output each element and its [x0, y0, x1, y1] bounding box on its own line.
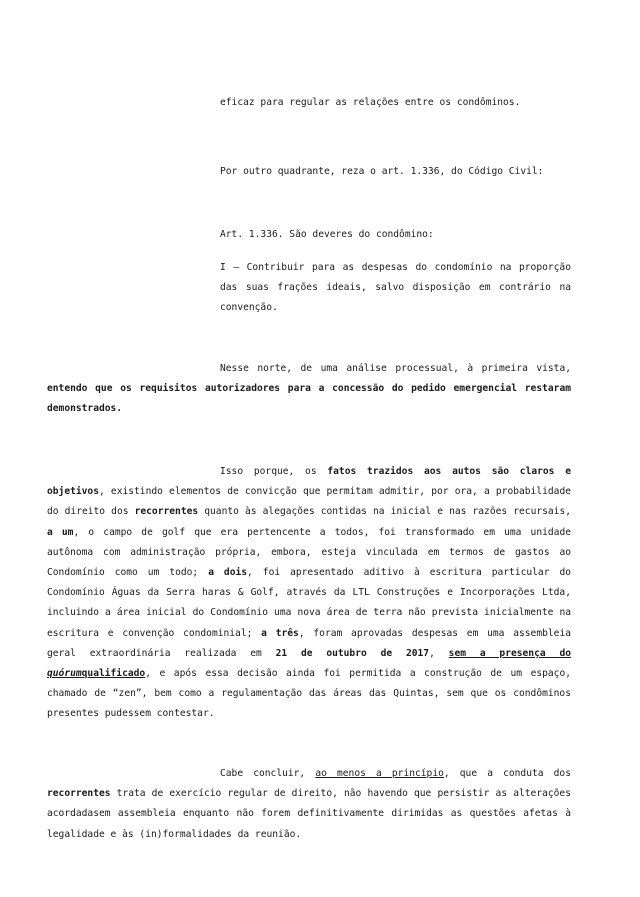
quote-article-title: Art. 1.336. São deveres do condômino:: [220, 229, 434, 240]
paragraph-conclusion: [47, 764, 571, 845]
text-run-underline: ao menos a princípio: [315, 768, 444, 779]
paragraph-continuation: eficaz para regular as relações entre os condôminos.: [220, 97, 521, 108]
paragraph-analysis-bold: entendo que os requisitos autorizadores para a concessão do pedido emergencial restaram demonstrados.: [47, 383, 571, 415]
text-run: trata de exercício regular de direito, não havendo que persistir as alterações acordadasem assembleia enquanto não forem definitivamente dirimidas as questões afetas à legalidade e às (in)formalidades da reunião.: [47, 788, 571, 840]
text-run-bold: fatos trazidos aos autos são claros e objetivos: [47, 466, 571, 498]
text-run-bold: recorrentes: [134, 506, 199, 518]
text-run-bold-underline: qualificado: [81, 668, 146, 680]
text-run: , foi apresentado aditivo à escritura particular do Condomínio Águas da Serra haras & Golf, através da LTL Construções e Incorporações Ltda, incluindo a área inicial do Condomínio uma nova área de terra não prevista inicialmente na escritura e convenção condominial;: [47, 567, 571, 639]
text-run-bold: a dois: [208, 567, 248, 579]
text-run: ,: [429, 647, 449, 659]
text-run-bold: a três: [261, 627, 299, 639]
text-run: , que a conduta dos: [443, 768, 571, 779]
text-run: , o campo de golf que era pertencente a todos, foi transformado em uma unidade autônoma com administração própria, embora, esteja vinculada em termos de gastos ao Condomínio como um todo;: [47, 526, 571, 579]
text-run: , existindo elementos de convicção que permitam admitir, por ora, a probabilidade do direito dos: [47, 486, 571, 518]
text-run: , e após essa decisão ainda foi permitida a construção de um espaço, chamado de “zen”, bem como a regulamentação das áreas das Quintas, sem que os condôminos presentes pudessem contestar.: [47, 668, 571, 720]
paragraph-reasons: [47, 462, 571, 725]
text-run: , foram aprovadas despesas em uma assembleia geral extraordinária realizada em: [47, 627, 571, 659]
text-run: Cabe concluir,: [220, 768, 316, 779]
text-run-bold: recorrentes: [47, 788, 111, 800]
paragraph-analysis-text: Nesse norte, de uma análise processual, à primeira vista,: [220, 363, 571, 374]
quote-article-item: I – Contribuir para as despesas do condomínio na proporção das suas frações ideais, salvo disposição em contrário na convenção.: [220, 262, 571, 314]
text-run: quanto às alegações contidas na inicial e nas razões recursais,: [198, 506, 572, 518]
paragraph-civil-code-intro: Por outro quadrante, reza o art. 1.336, do Código Civil:: [220, 166, 544, 177]
text-run-bold-italic-underline: quórum: [47, 668, 82, 680]
paragraph-analysis: [47, 359, 571, 420]
text-run-bold-underline: sem a presença do: [448, 647, 571, 659]
text-run: Isso porque, os: [220, 466, 328, 477]
text-run-bold: a um: [47, 526, 74, 538]
text-run-bold: 21 de outubro de 2017: [275, 647, 430, 659]
